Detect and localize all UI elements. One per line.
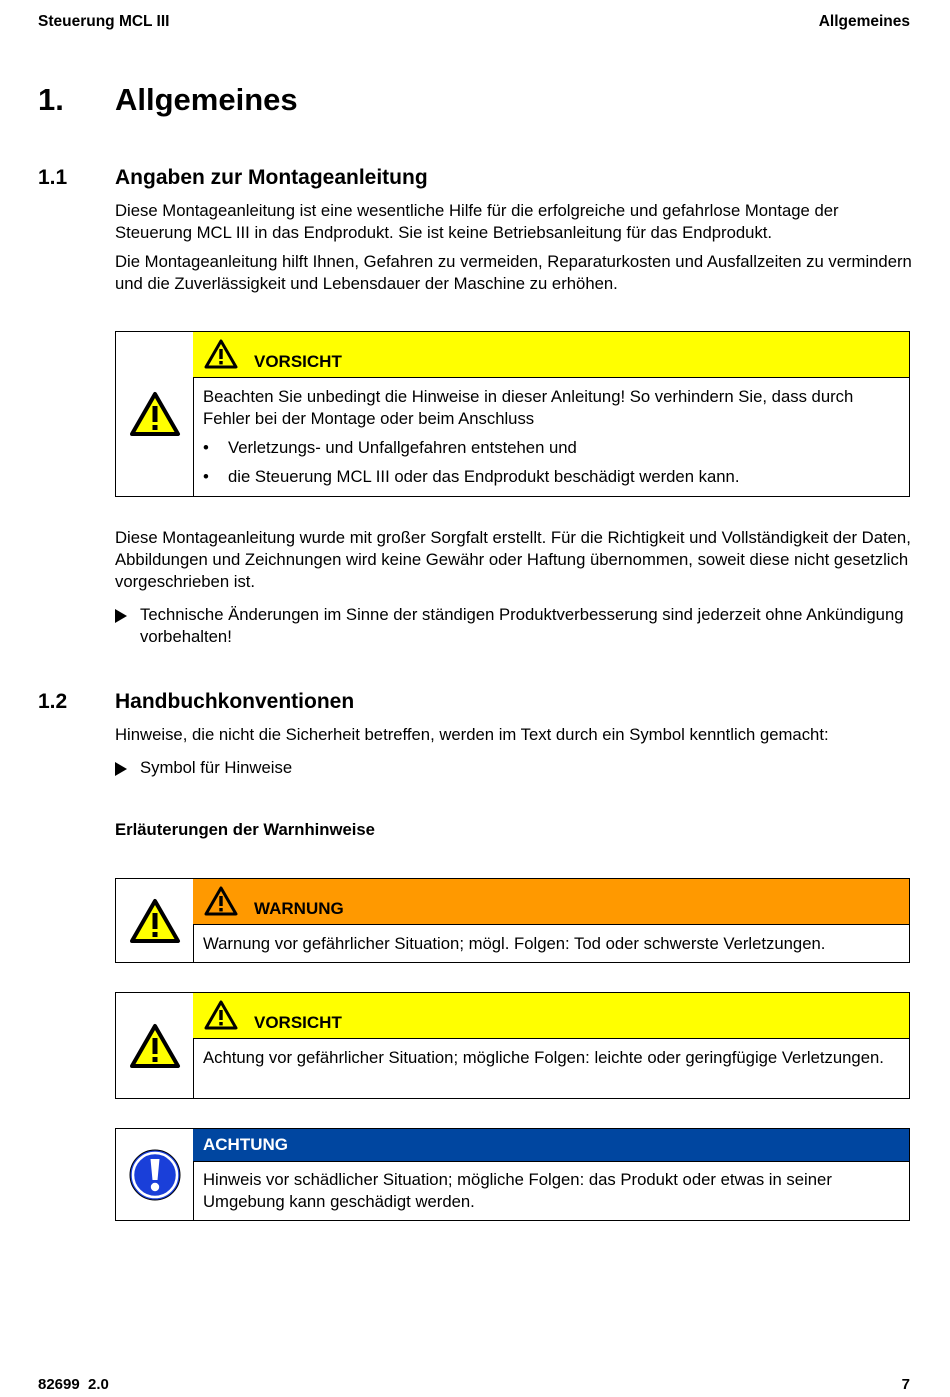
section-title: Handbuchkonventionen bbox=[115, 690, 355, 713]
notice-header bbox=[193, 1129, 909, 1162]
warning-box bbox=[115, 878, 910, 963]
caution-body bbox=[203, 386, 899, 495]
page-number: 7 bbox=[901, 1376, 910, 1393]
note-item bbox=[115, 757, 915, 779]
section-number: 1.1 bbox=[38, 166, 68, 189]
list-item: • Verletzungs- und Unfallgefahren entstehen und bbox=[203, 437, 899, 459]
chapter-title: Allgemeines bbox=[115, 82, 298, 117]
chapter-heading bbox=[0, 82, 950, 122]
caution-box bbox=[115, 331, 910, 497]
notice-text: Hinweis vor schädlicher Situation; mögliche Folgen: das Produkt oder etwas in seiner Umgebung kann geschädigt werden. bbox=[203, 1170, 832, 1211]
list-item: • die Steuerung MCL III oder das Endprodukt beschädigt werden kann. bbox=[203, 466, 899, 488]
section-heading bbox=[0, 690, 950, 716]
caution-header bbox=[193, 993, 909, 1039]
caution-header bbox=[193, 332, 909, 378]
warning-triangle-icon bbox=[203, 338, 239, 370]
warning-text: Warnung vor gefährlicher Situation; mögl. Folgen: Tod oder schwerste Verletzungen. bbox=[203, 934, 826, 953]
paragraph: Diese Montageanleitung ist eine wesentliche Hilfe für die erfolgreiche und gefahrlose Montage der Steuerung MCL III in das Endprodukt. Sie ist keine Betriebsanleitung für das Endprodukt. bbox=[115, 201, 839, 242]
caution-label: VORSICHT bbox=[254, 352, 342, 371]
warning-header bbox=[193, 879, 909, 925]
warning-triangle-icon bbox=[129, 1023, 181, 1069]
footer-doc-number: 82699 2.0 bbox=[38, 1376, 109, 1393]
warning-body bbox=[203, 933, 899, 955]
caution-box bbox=[115, 992, 910, 1099]
warning-triangle-icon bbox=[129, 898, 181, 944]
warning-label: WARNUNG bbox=[254, 899, 344, 918]
header-section-title: Allgemeines bbox=[818, 13, 910, 30]
caution-list bbox=[203, 437, 899, 488]
note-item bbox=[115, 604, 915, 648]
warning-triangle-icon bbox=[203, 885, 239, 917]
section-title: Angaben zur Montageanleitung bbox=[115, 166, 428, 189]
chapter-number: 1. bbox=[38, 82, 64, 117]
caution-text: Achtung vor gefährlicher Situation; mögliche Folgen: leichte oder geringfügige Verletzungen. bbox=[203, 1048, 884, 1067]
subheading: Erläuterungen der Warnhinweise bbox=[115, 820, 375, 839]
paragraph: Diese Montageanleitung wurde mit großer Sorgfalt erstellt. Für die Richtigkeit und Vollständigkeit der Daten, Abbildungen und Zeichnungen wird keine Gewähr oder Haftung übernommen, soweit diese nicht gesetzlich vorgeschrieben ist. bbox=[115, 528, 911, 591]
play-arrow-icon bbox=[115, 762, 127, 776]
exclamation-circle-icon bbox=[128, 1148, 182, 1202]
warning-triangle-icon bbox=[203, 999, 239, 1031]
paragraph: Hinweise, die nicht die Sicherheit betreffen, werden im Text durch ein Symbol kenntlich gemacht: bbox=[115, 725, 829, 744]
paragraph: Die Montageanleitung hilft Ihnen, Gefahren zu vermeiden, Reparaturkosten und Ausfallzeiten zu vermindern und die Zuverlässigkeit und Lebensdauer der Maschine zu erhöhen. bbox=[115, 252, 912, 293]
header-doc-title: Steuerung MCL III bbox=[38, 13, 170, 30]
caution-text: Beachten Sie unbedingt die Hinweise in dieser Anleitung! So verhindern Sie, dass durch Fehler bei der Montage oder beim Anschluss bbox=[203, 387, 854, 428]
warning-triangle-icon bbox=[129, 391, 181, 437]
notice-body bbox=[203, 1169, 899, 1213]
note-text: Technische Änderungen im Sinne der ständigen Produktverbesserung sind jederzeit ohne Ankündigung vorbehalten! bbox=[140, 605, 904, 646]
play-arrow-icon bbox=[115, 609, 127, 623]
caution-body bbox=[203, 1047, 899, 1069]
section-number: 1.2 bbox=[38, 690, 68, 713]
note-text: Symbol für Hinweise bbox=[140, 758, 293, 777]
caution-label: VORSICHT bbox=[254, 1013, 342, 1032]
section-heading bbox=[0, 166, 950, 192]
notice-box bbox=[115, 1128, 910, 1221]
notice-label: ACHTUNG bbox=[203, 1135, 288, 1154]
